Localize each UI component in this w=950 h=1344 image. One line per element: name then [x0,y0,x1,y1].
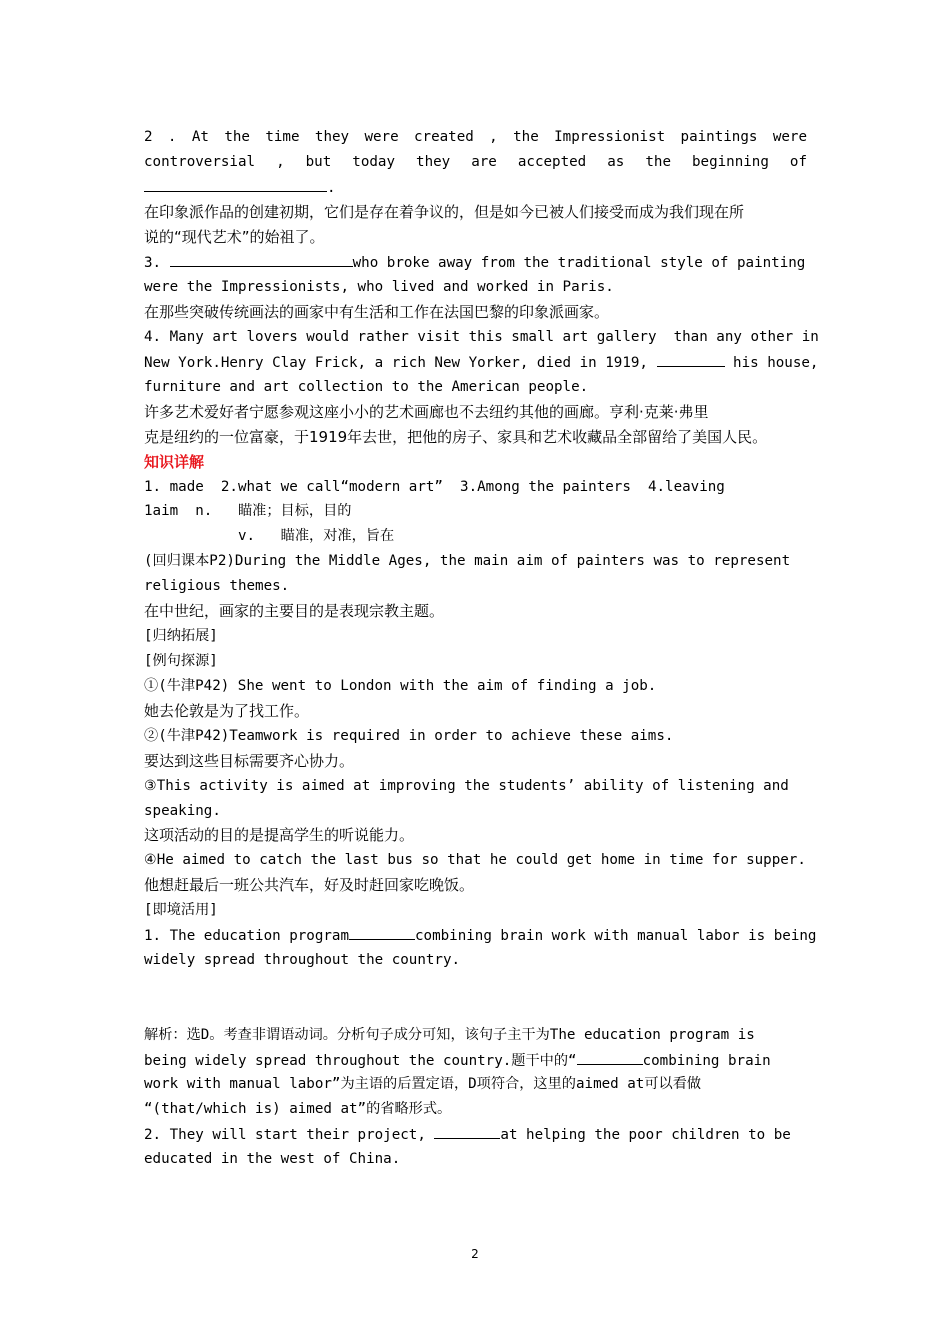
textbook-line2: religious themes. [144,578,290,594]
aim-noun-definition: 1aim n. 瞄准；目标，目的 [144,503,352,519]
examples-heading: [例句探源] [144,653,218,669]
q3-text: who broke away from the traditional style of painting [352,255,806,271]
q2-translation-line1: 在印象派作品的创建初期，它们是存在着争议的，但是如今已被人们接受而成为我们现在所 [144,203,745,221]
example-3-line1: ③This activity is aimed at improving the students’ ability of listening and [144,778,789,794]
answer-key: 1. made 2.what we call“modern art” 3.Among the painters 4.leaving [144,479,725,495]
answer-blank [577,1050,643,1065]
practice-1-explanation-2 [144,1050,807,1071]
summary-heading: [归纳拓展] [144,628,218,644]
practice-heading: [即境活用] [144,902,218,918]
q3-line2: were the Impressionists, who lived and worked in Paris. [144,279,614,295]
textbook-line1: (回归课本P2)During the Middle Ages, the main aim of painters was to represent [144,553,791,569]
example-1: ①(牛津P42) She went to London with the aim of finding a job. [144,678,657,694]
section-title: 知识详解 [144,453,205,471]
answer-blank [170,252,353,267]
q2-translation-line2: 说的“现代艺术”的始祖了。 [144,228,325,246]
q3-translation: 在那些突破传统画法的画家中有生活和工作在法国巴黎的印象派画家。 [144,303,610,321]
practice-1-text-b: combining brain work with manual labor is being [415,928,817,944]
q2-line3 [144,177,807,198]
q4-translation-line2: 克是纽约的一位富豪，于1919年去世，把他的房子、家具和艺术收藏品全部留给了美国人民。 [144,428,768,446]
example-2: ②(牛津P42)Teamwork is required in order to achieve these aims. [144,728,674,744]
q4-line1: 4. Many art lovers would rather visit this small art gallery than any other in [144,329,819,345]
practice-2-line2: educated in the west of China. [144,1151,401,1167]
q4-text-b: his house, [724,355,819,371]
practice-1-explanation-4: “(that/which is) aimed at”的省略形式。 [144,1101,452,1117]
q4-line2 [144,352,819,373]
example-4-translation: 他想赶最后一班公共汽车，好及时赶回家吃晚饭。 [144,876,475,894]
q4-line3: furniture and art collection to the American people. [144,379,589,395]
practice-2-text-b: at helping the poor children to be [500,1127,791,1143]
q3-number: 3. [144,255,170,271]
answer-blank [144,177,327,192]
practice-2-text-a: 2. They will start their project, [144,1127,435,1143]
answer-blank [434,1124,500,1139]
q4-translation-line1: 许多艺术爱好者宁愿参观这座小小的艺术画廊也不去纽约其他的画廊。亨利·克莱·弗里 [144,403,709,421]
q2-period: . [327,180,336,196]
answer-blank [657,352,725,367]
practice-1-line1 [144,925,817,946]
example-1-translation: 她去伦敦是为了找工作。 [144,702,310,720]
aim-verb-definition: v. 瞄准，对准，旨在 [144,528,395,544]
example-2-translation: 要达到这些目标需要齐心协力。 [144,752,355,770]
practice-1-text-a: 1. The education program [144,928,349,944]
practice-1-explanation-3: work with manual labor”为主语的后置定语，D项符合，这里的aimed at可以看做 [144,1076,702,1092]
example-3-line2: speaking. [144,803,221,819]
practice-1-line2: widely spread throughout the country. [144,952,461,968]
practice-2-line1 [144,1124,807,1145]
page-number: 2 [471,1247,479,1261]
practice-1-explanation-1: 解析：选D。考查非谓语动词。分析句子成分可知，该句子主干为The education program is [144,1027,755,1043]
example-4: ④He aimed to catch the last bus so that he could get home in time for supper. [144,852,806,868]
explanation-text-a: being widely spread throughout the country.题干中的“ [144,1053,577,1069]
q2-line2: controversial , but today they are accepted as the beginning of [144,154,807,170]
example-3-translation: 这项活动的目的是提高学生的听说能力。 [144,826,415,844]
q3-line1 [144,252,807,273]
q2-line1: 2 . At the time they were created , the Impressionist paintings were [144,129,807,145]
q4-text-a: New York.Henry Clay Frick, a rich New Yorker, died in 1919, [144,355,657,371]
answer-blank [349,925,415,940]
explanation-text-b: combining brain [642,1053,771,1069]
textbook-translation: 在中世纪，画家的主要目的是表现宗教主题。 [144,602,445,620]
